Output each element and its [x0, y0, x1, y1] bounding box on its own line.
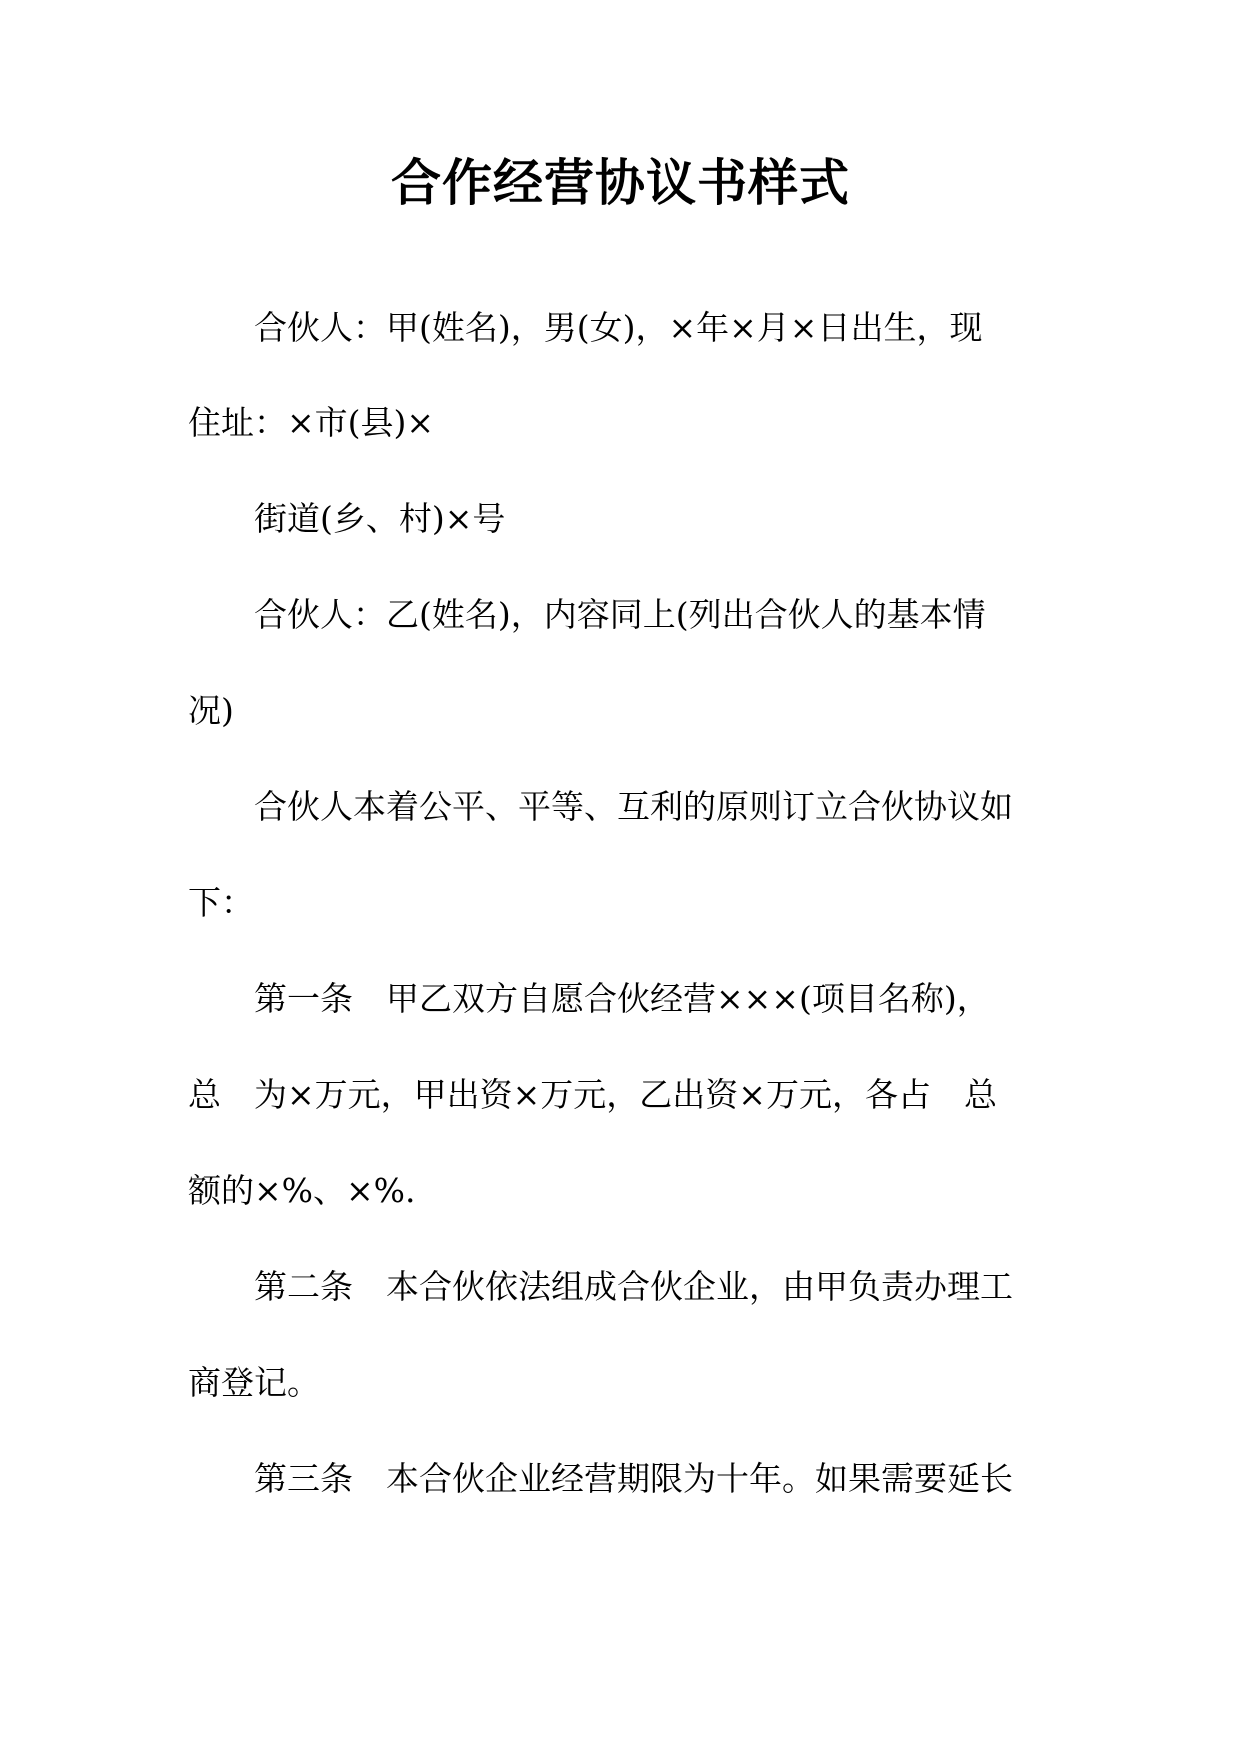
paragraph-line: 合伙人：甲(姓名)，男(女)，×年×月×日出生，现 [254, 308, 983, 347]
paragraph-line: 总 为×万元，甲出资×万元，乙出资×万元，各占 总 [188, 1075, 997, 1114]
paragraph-line: 况) [188, 691, 234, 730]
paragraph-line: 下： [188, 883, 254, 922]
paragraph-line: 街道(乡、村)×号 [254, 499, 506, 538]
paragraph-line: 第二条 本合伙依法组成合伙企业，由甲负责办理工 [254, 1267, 1013, 1306]
paragraph-line: 商登记。 [188, 1363, 320, 1402]
paragraph-line: 额的×%、×%. [188, 1171, 416, 1210]
paragraph-line: 合伙人本着公平、平等、互利的原则订立合伙协议如 [254, 787, 1013, 826]
document-title: 合作经营协议书样式 [391, 153, 850, 212]
paragraph-line: 住址：×市(县)× [188, 403, 435, 442]
paragraph-line: 第三条 本合伙企业经营期限为十年。如果需要延长 [254, 1459, 1013, 1498]
paragraph-line: 第一条 甲乙双方自愿合伙经营×××(项目名称)， [254, 979, 990, 1018]
paragraph-line: 合伙人：乙(姓名)，内容同上(列出合伙人的基本情 [254, 595, 986, 634]
